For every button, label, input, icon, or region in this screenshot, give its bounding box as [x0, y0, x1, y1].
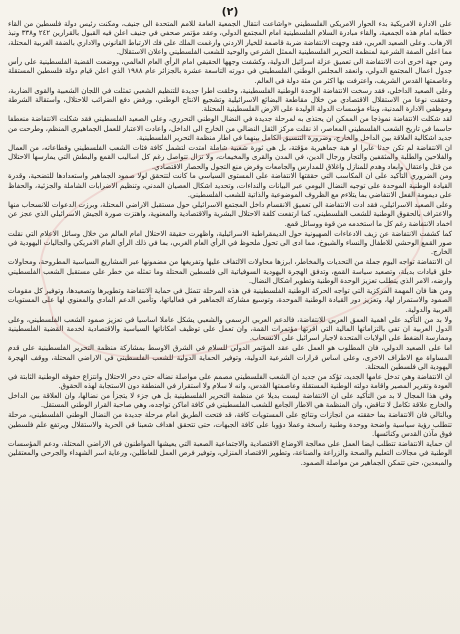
paragraph: وبالتالي فان الانتفاضة بما حققته من انجازات ونتائج على المستويات كافة، قد فتحت الطريق امام مرحلة جديدة من النضال الوطني الفلسطيني، مرحلة تتطلب رؤية سياسية واضحة ووحدة وطنية راسخة وعملا دؤوبا على كافة الجبهات، حتى تتحقق اهداف شعبنا في الحرية والاستقلال ويرتفع علم فلسطين فوق مآذن القدس وكنائسها. — [8, 410, 452, 439]
paragraph: وفي هذا المجال لا بد من التأكيد على ان الانتفاضة ليست بديلا عن منظمة التحرير الفلسطينية بل هي جزء لا يتجزأ من نضالها، وان العلاقة بين الداخل والخارج علاقة تكامل لا تناقض، وان المنظمة هي الاطار الجامع للشعب الفلسطيني في كافة اماكن تواجده، وهي صاحبة القرار الوطني المستقل. — [8, 391, 452, 410]
document-body — [8, 19, 452, 467]
paragraph: وعلى الصعيد الداخلي، فقد رسخت الانتفاضة الوحدة الوطنية الفلسطينية، وخلقت اطرا جديدة للتنظيم الشعبي تمثلت في اللجان الشعبية والقوى الضاربة، وحققت نوعا من الاستقلال الاقتصادي من خلال مقاطعة البضائع الاسرائيلية وتشجيع الانتاج الوطني، ورفض دفع الضرائب للاحتلال، واستقالة الشرطة وموظفي الادارة المدنية، وبناء مؤسسات الدولة الوليدة على الارض الفلسطينية المحتلة. — [8, 85, 452, 114]
paragraph: كما كشفت الانتفاضة عن زيف الادعاءات الصهيونية حول الديمقراطية الاسرائيلية، واظهرت حقيقة الاحتلال امام العالم من خلال وسائل الاعلام التي نقلت صور القمع الوحشي للاطفال والنساء والشيوخ، مما ادى الى تحول ملحوظ في الرأي العام الغربي، بما في ذلك الرأي العام الامريكي والجاليات اليهودية في الخارج. — [8, 228, 452, 257]
paragraph: على الادارة الامريكية بدء الحوار الامريكي الفلسطيني «واشاعت انتقال الجمعية العامة للامم المتحدة الى جنيف، ومكنت رئيس دولة فلسطين من القاء خطابه امام هذه الجمعية، والقاء مبادرة السلام الفلسطينية امام المجتمع الدولي، وعقد مؤتمر صحفي في جنيف اعلن فيه القبول بالقرارين ٢٤٢ و٣٣٨ ونبذ الارهاب. وعلى الصعيد العربي، فقد وجهت الانتفاضة ضربة قاصمة للخيار الاردني وارغمت الملك على فك الارتباط القانوني والاداري بالضفة الغربية المحتلة، مما اعلى الصفة الشرعية لمنظمة التحرير الفلسطينية الممثل الشرعي والوحيد للشعب الفلسطيني واعلان الاستقلال. — [8, 19, 452, 57]
paragraph: ومن جهة اخرى ادت الانتفاضة الى تعميق عزلة اسرائيل الدولية، وكشفت وجهها الحقيقي امام الرأي العام العالمي، ووضعت القضية الفلسطينية على رأس جدول اعمال المجتمع الدولي، وانعقد المجلس الوطني الفلسطيني في دورته التاسعة عشرة بالجزائر عام ١٩٨٨ الذي اعلن قيام دولة فلسطين المستقلة وعاصمتها القدس الشريف، واعترفت بها اكثر من مئة دولة في العالم. — [8, 56, 453, 85]
paragraph: ان حماية الانتفاضة تتطلب ايضا العمل على معالجة الاوضاع الاقتصادية والاجتماعية الصعبة التي يعيشها المواطنون في الاراضي المحتلة، ودعم المؤسسات الوطنية في مجالات التعليم والصحة والزراعة والصناعة، وتطوير الاقتصاد المنزلي، وتوفير فرص العمل للعاطلين، ورعاية اسر الشهداء والجرحى والمعتقلين والمبعدين، حتى تتمكن الجماهير من مواصلة الصمود. — [8, 439, 452, 467]
paragraph: لقد شكلت الانتفاضة نموذجا من الممكن ان يحتذى به لمرحلة جديدة في النضال الوطني التحرري، وعلى الصعيد الفلسطيني فقد شكلت الانتفاضة منعطفا حاسما في تاريخ الشعب الفلسطيني المعاصر، اذ نقلت مركز الثقل النضالي من الخارج الى الداخل، واعادت الاعتبار للعمل الجماهيري المنظم، وطرحت من جديد اشكالية العلاقة بين الداخل والخارج، وضرورة التنسيق الكامل بينهما في اطار منظمة التحرير الفلسطينية. — [8, 114, 452, 142]
paragraph: وعلى الصعيد الاسرائيلي، فقد ادت الانتفاضة الى تعميق الانقسام داخل المجتمع الاسرائيلي حول مستقبل الاراضي المحتلة، وبرزت الدعوات للانسحاب منها والاعتراف بالحقوق الوطنية للشعب الفلسطيني، كما ارتفعت كلفة الاحتلال البشرية والاقتصادية والمعنوية، واهتزت صورة الجيش الاسرائيلي الذي عجز عن اخماد الانتفاضة رغم كل ما استخدمه من قوة ووسائل قمع. — [8, 200, 452, 228]
paragraph: ان الانتفاضة لم تكن حدثا عابرا او هبة جماهيرية مؤقتة، بل هي ثورة شعبية شاملة امتدت لتشمل كافة فئات الشعب الفلسطيني وقطاعاته، من العمال والفلاحين والطلبة والمثقفين والتجار ورجال الدين، في المدن والقرى والمخيمات، ولا تزال تتواصل رغم كل اساليب القمع والبطش التي يمارسها الاحتلال من قتل واعتقال وابعاد وهدم للمنازل واغلاق للمدارس والجامعات وفرض منع التجول والحصار الاقتصادي. — [8, 142, 452, 171]
paragraph: ولا بد من التأكيد على اهمية العمق العربي للانتفاضة، فالدعم العربي الرسمي والشعبي يشكل عاملا اساسيا في تعزيز صمود الشعب الفلسطيني، وعلى الدول العربية ان تفي بالتزاماتها المالية التي اقرتها مؤتمرات القمة، وان تعمل على توظيف امكاناتها السياسية والاقتصادية لخدمة القضية الفلسطينية وممارسة الضغط على الولايات المتحدة لاجبار اسرائيل على الانسحاب. — [8, 314, 452, 343]
paragraph: ان الانتفاضة تواجه اليوم جملة من التحديات والمخاطر، ابرزها محاولات الالتفاف عليها وتفريغها من مضمونها عبر المشاريع السياسية المطروحة، ومحاولات خلق قيادات بديلة، وتصعيد سياسة القمع، وتدفق الهجرة اليهودية السوفياتية الى فلسطين المحتلة وما تمثله من خطر على مستقبل الشعب الفلسطيني وارضه، الامر الذي يتطلب تعزيز الوحدة الوطنية وتطوير اشكال النضال. — [8, 257, 452, 286]
paragraph: ومن الضروري التأكيد على ان المكاسب التي حققتها الانتفاضة على المستوى السياسي ما كانت لتتحقق لولا صمود الجماهير واستعدادها للتضحية، وقدرة القيادة الوطنية الموحدة على توجيه النضال اليومي عبر البيانات والنداءات، وتحديد اشكال العصيان المدني، وتنظيم الاضرابات الشاملة والجزئية، والحفاظ على ديمومة الفعل الانتفاضي بما يتلاءم مع الظروف الموضوعية والذاتية للشعب الفلسطيني. — [8, 171, 452, 200]
paragraph: ان الانتفاضة وهي تدخل عامها الجديد، تؤكد من جديد ان الشعب الفلسطيني مصمم على مواصلة نضاله حتى دحر الاحتلال وانتزاع حقوقه الوطنية الثابتة في العودة وتقرير المصير واقامة دولته الوطنية المستقلة وعاصمتها القدس، وانه لا سلام ولا استقرار في المنطقة دون الاستجابة لهذه الحقوق. — [8, 371, 452, 391]
page-number: (٢) — [221, 5, 239, 18]
paragraph: ومن هنا فان المهمة المركزية التي تواجه الحركة الوطنية الفلسطينية في هذه المرحلة تتمثل في حماية الانتفاضة وتطويرها وتصعيدها، وتوفير كل مقومات الصمود والاستمرار لها، وتعزيز دور القيادة الوطنية الموحدة، وتوسيع مشاركة الجماهير في فعالياتها، وتأمين الدعم المادي والمعنوي لها على المستويات العربية والدولية. — [8, 285, 452, 314]
paragraph: اما على الصعيد الدولي، فان المطلوب هو العمل على عقد المؤتمر الدولي للسلام في الشرق الاوسط بمشاركة منظمة التحرير الفلسطينية على قدم المساواة مع الاطراف الاخرى، وعلى اساس قرارات الشرعية الدولية، وتوفير الحماية الدولية للشعب الفلسطيني في الاراضي المحتلة، ووقف الهجرة اليهودية الى فلسطين المحتلة. — [8, 343, 452, 371]
